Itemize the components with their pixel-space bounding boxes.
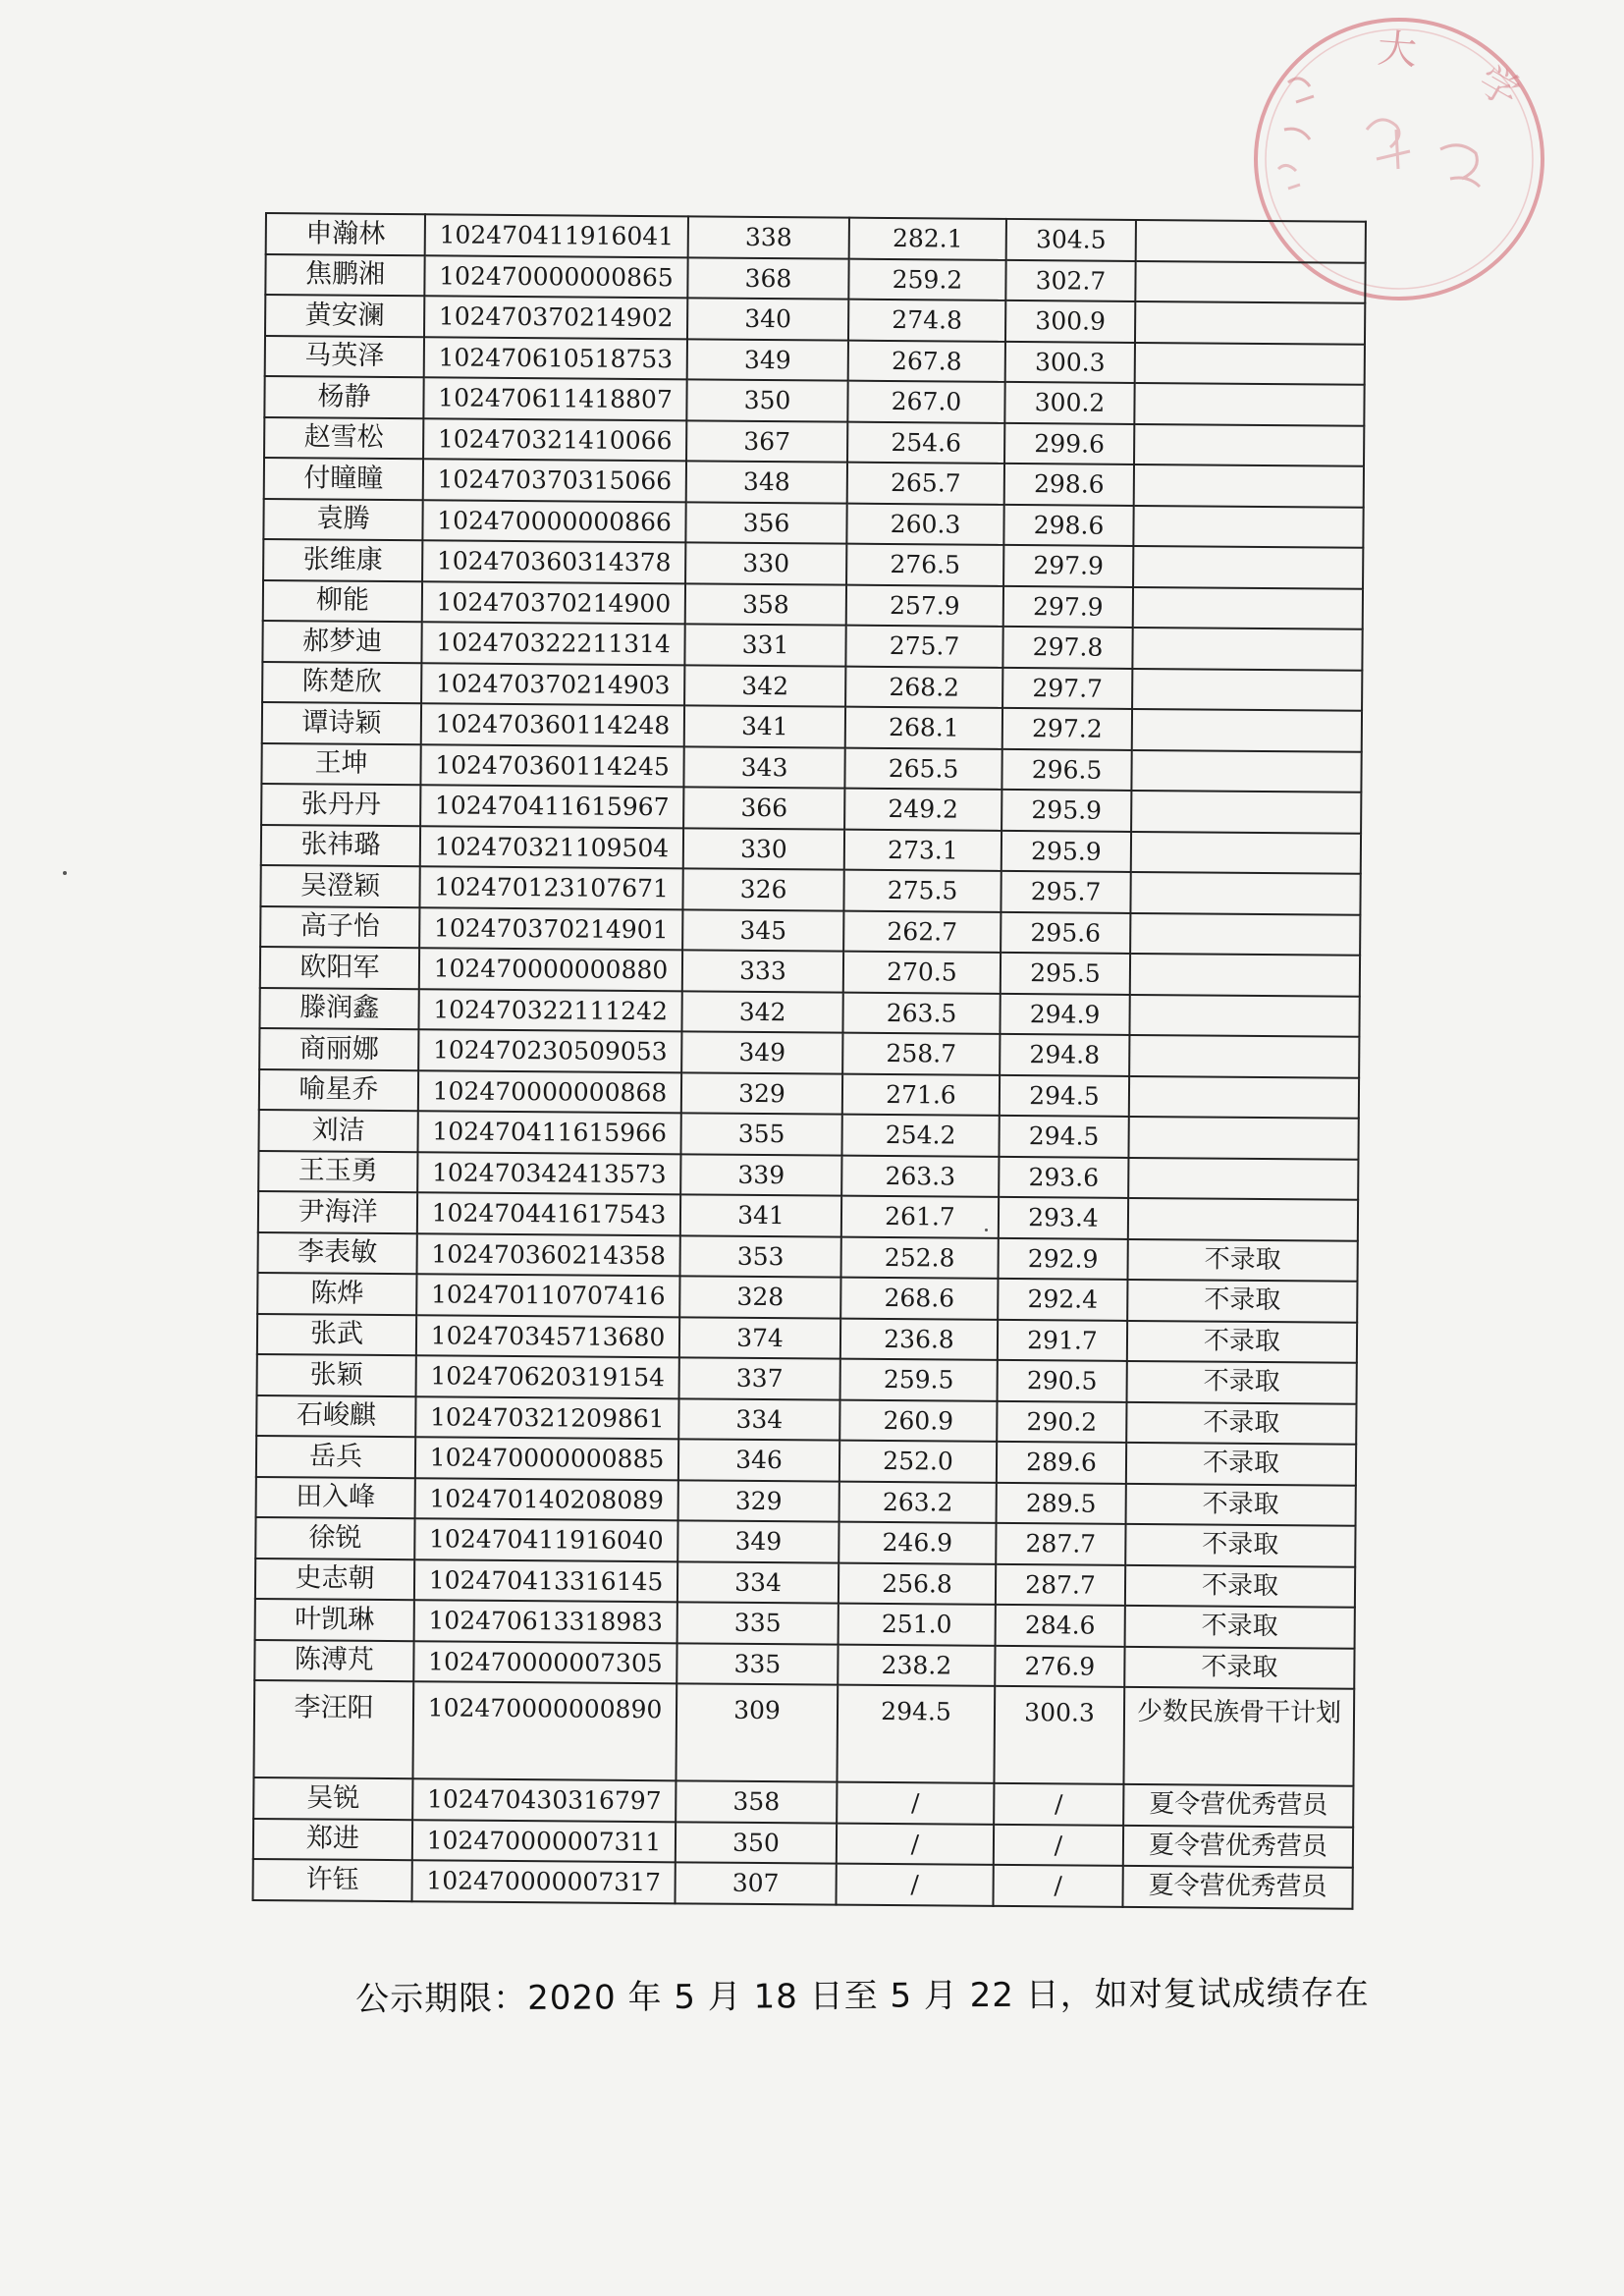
total-score-cell: 302.7	[1005, 259, 1135, 301]
retest-score-cell: 263.5	[842, 992, 1000, 1034]
student-name-cell: 岳兵	[256, 1436, 415, 1478]
initial-score-cell: 335	[677, 1643, 838, 1685]
initial-score-cell: 329	[678, 1480, 839, 1522]
retest-score-cell: 273.1	[844, 829, 1001, 871]
exam-id-cell: 102470342413573	[417, 1152, 680, 1195]
remark-cell	[1133, 586, 1363, 629]
remark-cell: 不录取	[1125, 1524, 1355, 1566]
remark-cell: 不录取	[1124, 1646, 1354, 1688]
retest-score-cell: 260.3	[846, 503, 1003, 545]
remark-cell	[1135, 342, 1365, 384]
initial-score-cell: 341	[680, 1194, 841, 1236]
retest-score-cell: 251.0	[839, 1604, 996, 1646]
retest-score-cell: 271.6	[842, 1073, 1000, 1116]
total-score-cell: 300.3	[994, 1686, 1124, 1784]
total-score-cell: 295.5	[1001, 953, 1130, 995]
total-score-cell: 304.5	[1006, 219, 1136, 261]
total-score-cell: 289.5	[997, 1482, 1126, 1524]
total-score-cell: 297.7	[1002, 667, 1132, 709]
retest-score-cell: 265.7	[847, 463, 1004, 505]
exam-id-cell: 102470000000890	[412, 1681, 677, 1780]
retest-score-cell: /	[837, 1782, 994, 1825]
exam-id-cell: 102470411916041	[425, 214, 688, 257]
total-score-cell: 290.5	[998, 1360, 1127, 1402]
svg-text:大: 大	[1376, 26, 1419, 75]
initial-score-cell: 367	[686, 420, 847, 463]
initial-score-cell: 339	[680, 1154, 841, 1196]
exam-id-cell: 102470370214902	[424, 296, 687, 339]
initial-score-cell: 345	[682, 909, 843, 952]
initial-score-cell: 342	[681, 991, 842, 1033]
remark-cell: 夏令营优秀营员	[1123, 1825, 1353, 1867]
total-score-cell: 290.2	[997, 1400, 1126, 1443]
exam-id-cell: 102470411916040	[414, 1518, 677, 1561]
total-score-cell: 294.5	[1000, 1074, 1129, 1117]
retest-score-cell: 267.0	[847, 381, 1004, 423]
initial-score-cell: 346	[678, 1439, 839, 1481]
remark-cell	[1129, 1075, 1359, 1118]
student-name-cell: 商丽娜	[259, 1028, 418, 1070]
initial-score-cell: 341	[684, 705, 845, 747]
exam-id-cell: 102470360114245	[420, 744, 683, 788]
student-name-cell: 马英泽	[265, 336, 424, 378]
remark-cell: 少数民族骨干计划	[1123, 1687, 1354, 1786]
remark-cell	[1133, 505, 1363, 547]
student-name-cell: 郝梦迪	[262, 621, 421, 663]
initial-score-cell: 330	[683, 828, 844, 870]
initial-score-cell: 358	[676, 1780, 837, 1823]
exam-id-cell: 102470411615966	[417, 1111, 680, 1154]
initial-score-cell: 366	[683, 787, 844, 829]
student-name-cell: 吴澄颖	[260, 865, 419, 907]
student-name-cell: 石峻麒	[256, 1394, 415, 1437]
retest-score-cell: 262.7	[843, 910, 1001, 953]
total-score-cell: 300.9	[1005, 301, 1135, 343]
initial-score-cell: 333	[682, 950, 843, 992]
student-name-cell: 陈楚欣	[262, 661, 421, 703]
initial-score-cell: 356	[685, 502, 846, 544]
student-name-cell: 史志朝	[255, 1558, 414, 1600]
exam-id-cell: 102470322211314	[421, 622, 684, 665]
retest-score-cell: /	[836, 1864, 993, 1906]
total-score-cell: 294.9	[1000, 993, 1129, 1035]
remark-cell	[1134, 465, 1364, 507]
retest-score-cell: 263.2	[839, 1481, 997, 1523]
retest-score-cell: 249.2	[844, 789, 1001, 831]
total-score-cell: 297.2	[1002, 708, 1132, 750]
retest-score-cell: 282.1	[849, 218, 1006, 260]
student-name-cell: 郑进	[253, 1818, 412, 1860]
retest-score-cell: 254.6	[847, 421, 1004, 464]
exam-id-cell: 102470230509053	[418, 1029, 681, 1072]
student-name-cell: 王坤	[261, 742, 420, 785]
remark-cell	[1128, 1157, 1358, 1199]
remark-cell: 不录取	[1126, 1443, 1356, 1485]
initial-score-cell: 358	[685, 583, 846, 626]
student-name-cell: 张丹丹	[261, 784, 420, 826]
remark-cell	[1133, 546, 1363, 588]
exam-id-cell: 102470321209861	[415, 1396, 678, 1440]
retest-score-cell: 294.5	[837, 1685, 995, 1783]
total-score-cell: 297.9	[1003, 545, 1133, 587]
retest-score-cell: /	[837, 1823, 994, 1865]
student-name-cell: 陈烨	[257, 1273, 416, 1315]
initial-score-cell: 334	[677, 1561, 839, 1604]
exam-id-cell: 102470620319154	[416, 1355, 679, 1398]
scan-speck	[985, 1229, 988, 1231]
student-name-cell: 焦鹏湘	[265, 254, 424, 297]
student-name-cell: 付瞳瞳	[264, 458, 423, 500]
retest-score-cell: 256.8	[839, 1562, 996, 1605]
retest-score-cell: 257.9	[846, 584, 1003, 627]
student-name-cell: 陈溥芃	[254, 1639, 413, 1681]
remark-cell	[1135, 260, 1365, 302]
initial-score-cell: 340	[687, 298, 848, 340]
initial-score-cell: 326	[682, 868, 843, 910]
student-name-cell: 李表敏	[258, 1231, 417, 1274]
svg-text:学: 学	[1470, 57, 1528, 117]
score-table-body	[253, 213, 1366, 1908]
retest-score-cell: 268.6	[840, 1278, 998, 1320]
retest-score-cell: 258.7	[842, 1033, 1000, 1075]
exam-id-cell: 102470000007305	[413, 1641, 677, 1684]
remark-cell: 夏令营优秀营员	[1123, 1784, 1353, 1827]
initial-score-cell: 307	[675, 1862, 836, 1904]
remark-cell	[1129, 994, 1359, 1036]
retest-score-cell: 275.5	[843, 870, 1001, 912]
total-score-cell: 298.6	[1004, 464, 1134, 506]
total-score-cell: /	[994, 1783, 1123, 1826]
student-name-cell: 谭诗颖	[262, 702, 421, 744]
scan-speck	[63, 871, 67, 875]
remark-cell: 不录取	[1127, 1361, 1357, 1403]
exam-id-cell: 102470360314378	[422, 540, 685, 583]
total-score-cell: 300.2	[1004, 382, 1134, 424]
student-name-cell: 尹海洋	[258, 1191, 417, 1233]
total-score-cell: 287.7	[996, 1563, 1125, 1606]
exam-id-cell: 102470322111242	[418, 989, 681, 1032]
total-score-cell: 292.4	[998, 1279, 1127, 1321]
initial-score-cell: 335	[677, 1602, 839, 1644]
remark-cell	[1136, 220, 1366, 262]
exam-id-cell: 102470000000866	[422, 500, 685, 543]
total-score-cell: 295.7	[1001, 871, 1130, 913]
exam-id-cell: 102470411615967	[420, 785, 683, 828]
total-score-cell: 296.5	[1001, 748, 1131, 791]
total-score-cell: 293.4	[999, 1197, 1128, 1239]
initial-score-cell: 328	[679, 1276, 840, 1318]
exam-id-cell: 102470123107671	[419, 866, 682, 909]
remark-cell	[1130, 872, 1360, 914]
initial-score-cell: 353	[680, 1235, 841, 1278]
initial-score-cell: 309	[676, 1683, 838, 1781]
initial-score-cell: 349	[687, 339, 848, 381]
student-name-cell: 叶凯琳	[255, 1599, 414, 1641]
retest-score-cell: 267.8	[848, 340, 1005, 382]
table-row	[253, 1859, 1353, 1908]
student-name-cell: 张武	[257, 1313, 416, 1355]
remark-cell: 不录取	[1126, 1483, 1356, 1525]
student-name-cell: 刘洁	[258, 1110, 417, 1152]
exam-id-cell: 102470370315066	[423, 459, 686, 502]
student-name-cell: 田入峰	[256, 1476, 415, 1518]
retest-score-cell: 265.5	[844, 747, 1001, 790]
initial-score-cell: 350	[686, 379, 847, 421]
initial-score-cell: 334	[678, 1398, 839, 1441]
retest-score-cell: 276.5	[846, 544, 1003, 586]
student-name-cell: 喻星乔	[259, 1068, 418, 1111]
exam-id-cell: 102470000007311	[412, 1820, 676, 1863]
table-row	[253, 1680, 1354, 1786]
total-score-cell: 298.6	[1003, 504, 1133, 546]
exam-id-cell: 102470613318983	[414, 1600, 677, 1643]
retest-score-cell: 263.3	[841, 1155, 999, 1197]
total-score-cell: 289.6	[997, 1442, 1126, 1484]
student-name-cell: 许钰	[253, 1859, 412, 1901]
exam-id-cell: 102470413316145	[414, 1559, 677, 1603]
retest-score-cell: 236.8	[840, 1318, 998, 1360]
student-name-cell: 李汪阳	[253, 1680, 413, 1778]
student-name-cell: 王玉勇	[258, 1150, 417, 1192]
student-name-cell: 柳能	[263, 579, 422, 622]
remark-cell: 夏令营优秀营员	[1122, 1866, 1352, 1908]
initial-score-cell: 349	[677, 1520, 839, 1562]
total-score-cell: 294.5	[999, 1116, 1128, 1158]
student-name-cell: 黄安澜	[265, 295, 424, 337]
total-score-cell: 287.7	[996, 1523, 1125, 1565]
exam-id-cell: 102470000007317	[411, 1860, 675, 1903]
retest-score-cell: 259.2	[848, 258, 1005, 301]
exam-id-cell: 102470000000865	[424, 255, 687, 299]
retest-score-cell: 259.5	[840, 1359, 998, 1401]
student-name-cell: 欧阳军	[260, 947, 419, 989]
student-name-cell: 滕润鑫	[259, 987, 418, 1029]
retest-score-cell: 275.7	[845, 626, 1002, 668]
exam-id-cell: 102470370214900	[422, 581, 685, 625]
retest-score-cell: 252.8	[840, 1236, 998, 1279]
student-name-cell: 徐锐	[255, 1517, 414, 1559]
student-name-cell: 张祎璐	[261, 824, 420, 866]
initial-score-cell: 329	[681, 1072, 842, 1115]
total-score-cell: 291.7	[998, 1319, 1127, 1361]
initial-score-cell: 350	[676, 1822, 837, 1864]
total-score-cell: 300.3	[1005, 341, 1135, 383]
student-name-cell: 杨静	[264, 376, 423, 418]
initial-score-cell: 331	[684, 624, 845, 666]
total-score-cell: 292.9	[998, 1237, 1127, 1280]
retest-score-cell: 268.1	[845, 707, 1002, 749]
retest-score-cell: 270.5	[843, 952, 1001, 994]
student-name-cell: 张维康	[263, 539, 422, 581]
exam-id-cell: 102470360114248	[421, 703, 684, 746]
retest-score-cell: 254.2	[841, 1115, 999, 1157]
remark-cell: 不录取	[1127, 1280, 1357, 1322]
remark-cell	[1131, 749, 1361, 792]
student-name-cell: 袁腾	[263, 498, 422, 540]
total-score-cell: 297.9	[1003, 585, 1133, 628]
exam-id-cell: 102470345713680	[416, 1315, 679, 1358]
exam-id-cell: 102470360214358	[417, 1233, 680, 1277]
remark-cell: 不录取	[1125, 1564, 1355, 1607]
total-score-cell: 295.6	[1001, 911, 1130, 954]
initial-score-cell: 338	[688, 216, 849, 258]
remark-cell: 不录取	[1127, 1320, 1357, 1362]
student-name-cell: 高子怡	[260, 905, 419, 948]
student-name-cell: 吴锐	[253, 1777, 412, 1820]
remark-cell	[1135, 301, 1365, 344]
exam-id-cell: 102470441617543	[417, 1192, 680, 1235]
notice-period-text: 公示期限：2020 年 5 月 18 日至 5 月 22 日，如对复试成绩存在	[355, 1973, 1370, 2019]
student-name-cell: 赵雪松	[264, 417, 423, 460]
remark-cell	[1134, 383, 1364, 425]
exam-id-cell: 102470000000880	[419, 948, 682, 991]
initial-score-cell: 348	[686, 461, 847, 503]
retest-score-cell: 238.2	[838, 1644, 995, 1686]
initial-score-cell: 349	[681, 1031, 842, 1073]
total-score-cell: 276.9	[995, 1645, 1124, 1687]
retest-score-cell: 246.9	[839, 1522, 996, 1564]
initial-score-cell: 330	[685, 542, 846, 584]
retest-score-cell: 252.0	[839, 1441, 997, 1483]
remark-cell	[1129, 1035, 1359, 1077]
exam-id-cell: 102470110707416	[416, 1274, 679, 1317]
retest-score-cell: 274.8	[848, 300, 1005, 342]
total-score-cell: /	[993, 1865, 1122, 1907]
student-name-cell: 张颖	[257, 1354, 416, 1396]
total-score-cell: 297.8	[1002, 627, 1132, 669]
initial-score-cell: 342	[684, 665, 845, 707]
total-score-cell: 284.6	[996, 1605, 1125, 1647]
remark-cell: 不录取	[1126, 1401, 1356, 1444]
total-score-cell: /	[994, 1824, 1123, 1866]
remark-cell	[1128, 1198, 1358, 1240]
total-score-cell: 294.8	[1000, 1034, 1129, 1076]
exam-id-cell: 102470430316797	[412, 1778, 676, 1822]
exam-id-cell: 102470321109504	[420, 826, 683, 869]
total-score-cell: 293.6	[999, 1156, 1128, 1198]
total-score-cell: 295.9	[1001, 830, 1131, 872]
initial-score-cell: 374	[679, 1317, 840, 1359]
remark-cell	[1131, 831, 1361, 873]
initial-score-cell: 343	[683, 746, 844, 789]
remark-cell: 不录取	[1127, 1238, 1357, 1281]
remark-cell	[1131, 791, 1361, 833]
remark-cell	[1128, 1117, 1358, 1159]
initial-score-cell: 368	[687, 257, 848, 300]
remark-cell	[1132, 709, 1362, 751]
remark-cell	[1132, 668, 1362, 710]
score-table	[251, 212, 1366, 1909]
exam-id-cell: 102470370214903	[421, 663, 684, 706]
initial-score-cell: 337	[679, 1357, 840, 1399]
exam-id-cell: 102470000000868	[418, 1070, 681, 1114]
student-name-cell: 申瀚林	[266, 213, 425, 255]
exam-id-cell: 102470370214901	[419, 907, 682, 951]
total-score-cell: 295.9	[1001, 790, 1131, 832]
remark-cell: 不录取	[1125, 1606, 1355, 1648]
exam-id-cell: 102470321410066	[423, 418, 686, 462]
exam-id-cell: 102470610518753	[424, 337, 687, 380]
remark-cell	[1132, 628, 1362, 670]
remark-cell	[1130, 954, 1360, 996]
remark-cell	[1134, 423, 1364, 465]
retest-score-cell: 261.7	[841, 1196, 999, 1238]
retest-score-cell: 268.2	[845, 666, 1002, 708]
retest-score-cell: 260.9	[839, 1399, 997, 1442]
exam-id-cell: 102470140208089	[415, 1478, 678, 1521]
initial-score-cell: 355	[680, 1113, 841, 1155]
exam-id-cell: 102470000000885	[415, 1437, 678, 1480]
total-score-cell: 299.6	[1004, 422, 1134, 465]
remark-cell	[1130, 912, 1360, 955]
exam-id-cell: 102470611418807	[423, 377, 686, 420]
